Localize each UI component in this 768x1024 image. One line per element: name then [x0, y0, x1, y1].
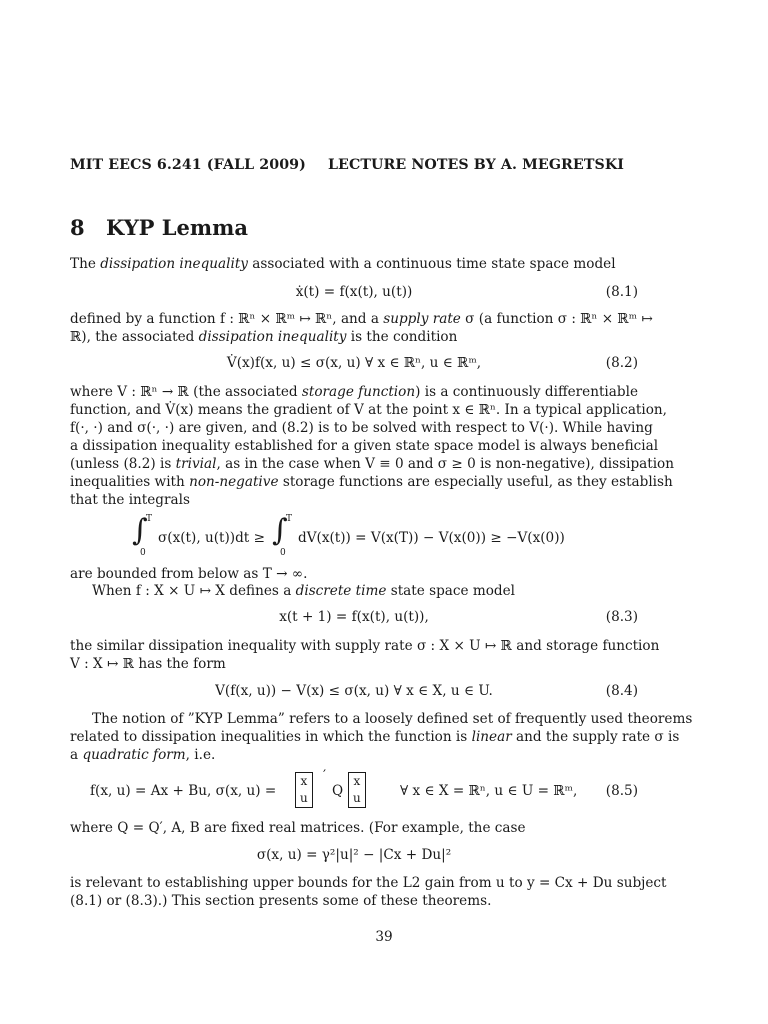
- section-heading: KYP Lemma: [106, 215, 248, 240]
- text: a: [70, 747, 83, 763]
- text: associated with a continuous time state space model: [247, 256, 616, 272]
- text: ℝ), the associated: [70, 329, 199, 345]
- header-author: LECTURE NOTES BY A. MEGRETSKI: [327, 157, 625, 173]
- vector-bottom: u: [353, 791, 361, 805]
- equation-number: (8.3): [605, 609, 638, 625]
- emphasis-term: non-negative: [189, 474, 279, 490]
- equation-body: x(t + 1) = f(x(t), u(t)),: [279, 609, 429, 625]
- integral-sign: ∫: [132, 513, 148, 548]
- integral-lower-limit: 0: [280, 548, 286, 558]
- paragraph-storage-line3: f(·, ·) and σ(·, ·) are given, and (8.2) is to be solved with respect to V(·). While having: [70, 420, 653, 436]
- emphasis-term: dissipation inequality: [100, 256, 248, 272]
- emphasis-term: quadratic form: [82, 747, 186, 763]
- paragraph-defined-line2: [70, 329, 457, 345]
- integral-sign: ∫: [272, 513, 288, 548]
- vector-top: x: [300, 774, 308, 788]
- equation-number: (8.4): [605, 683, 638, 699]
- paragraph-storage-line5: [70, 456, 674, 472]
- paragraph-kyp-line3: [70, 747, 215, 763]
- text: state space model: [386, 583, 516, 599]
- header-course: MIT EECS 6.241 (FALL 2009): [70, 157, 306, 173]
- paragraph-defined-line1: [70, 311, 653, 327]
- vector-bottom: u: [300, 791, 308, 805]
- text: inequalities with: [70, 474, 190, 490]
- paragraph-storage-line7: that the integrals: [70, 492, 190, 508]
- emphasis-term: linear: [471, 729, 512, 745]
- equation-8-5: [70, 768, 638, 816]
- vector-bracket: [295, 772, 313, 808]
- matrix-q: Q: [332, 783, 344, 799]
- vector-top: x: [353, 774, 361, 788]
- text: , i.e.: [185, 747, 216, 763]
- text: The: [70, 256, 101, 272]
- text: storage functions are especially useful, as they establish: [278, 474, 673, 490]
- paragraph-kyp-line2: [70, 729, 679, 745]
- integral-upper-limit: T: [286, 514, 293, 524]
- emphasis-term: trivial: [175, 456, 217, 472]
- integral-body: σ(x(t), u(t))dt ≥: [158, 530, 265, 546]
- section-title: [70, 215, 248, 240]
- equation-body: V̇(x)f(x, u) ≤ σ(x, u) ∀ x ∈ ℝⁿ, u ∈ ℝᵐ,: [226, 355, 482, 371]
- paragraph-similar-line2: V : X ↦ ℝ has the form: [70, 656, 226, 672]
- emphasis-term: supply rate: [383, 311, 461, 327]
- emphasis-term: dissipation inequality: [198, 329, 347, 345]
- paragraph-storage-line4: a dissipation inequality established for a given state space model is always beneficial: [70, 438, 659, 454]
- paragraph-bounded: are bounded from below as T → ∞.: [70, 566, 308, 582]
- text: where V : ℝⁿ → ℝ (the associated: [70, 384, 302, 400]
- equation-number: (8.2): [605, 355, 638, 371]
- page-number: 39: [375, 929, 393, 945]
- paragraph-intro: [70, 256, 616, 272]
- paragraph-where-q: where Q = Q′, A, B are fixed real matrices. (For example, the case: [70, 820, 526, 836]
- equation-left: f(x, u) = Ax + Bu, σ(x, u) =: [90, 783, 277, 799]
- running-header: [70, 157, 624, 173]
- paragraph-kyp-line1: The notion of ”KYP Lemma” refers to a loosely defined set of frequently used theorems: [92, 711, 693, 727]
- equation-body: σ(x, u) = γ²|u|² − |Cx + Du|²: [256, 847, 452, 863]
- integral-lower-limit: 0: [140, 548, 146, 558]
- paragraph-relevant-line2: (8.1) or (8.3).) This section presents some of these theorems.: [70, 893, 492, 909]
- vector-bracket: [348, 772, 366, 808]
- text: When f : X × U ↦ X defines a: [92, 583, 296, 599]
- emphasis-term: storage function: [301, 384, 416, 400]
- equation-number: (8.5): [605, 783, 638, 799]
- text: is the condition: [346, 329, 458, 345]
- text: and the supply rate σ is: [511, 729, 680, 745]
- paragraph-similar-line1: the similar dissipation inequality with supply rate σ : X × U ↦ ℝ and storage function: [70, 638, 660, 654]
- transpose-mark: ′: [323, 768, 327, 784]
- text: (unless (8.2) is: [70, 456, 176, 472]
- equation-number: (8.1): [605, 284, 638, 300]
- equation-body: ẋ(t) = f(x(t), u(t)): [295, 284, 413, 300]
- equation-body: V(f(x, u)) − V(x) ≤ σ(x, u) ∀ x ∈ X, u ∈ U.: [215, 683, 493, 699]
- text: σ (a function σ : ℝⁿ × ℝᵐ ↦: [460, 311, 653, 327]
- paragraph-storage-line2: function, and V̇(x) means the gradient of V at the point x ∈ ℝⁿ. In a typical application,: [70, 402, 668, 418]
- text: , as in the case when V ≡ 0 and σ ≥ 0 is non-negative), dissipation: [216, 456, 674, 472]
- paragraph-discrete: [92, 583, 515, 599]
- paragraph-storage-line1: [70, 384, 638, 400]
- integral-upper-limit: T: [146, 514, 153, 524]
- section-number: 8: [70, 215, 85, 240]
- equation-right: ∀ x ∈ X = ℝⁿ, u ∈ U = ℝᵐ,: [400, 783, 578, 799]
- paragraph-relevant-line1: is relevant to establishing upper bounds for the L2 gain from u to y = Cx + Du subject: [70, 875, 667, 891]
- text: related to dissipation inequalities in which the function is: [70, 729, 472, 745]
- paragraph-storage-line6: [70, 474, 673, 490]
- text: defined by a function f : ℝⁿ × ℝᵐ ↦ ℝⁿ, and a: [70, 311, 384, 327]
- emphasis-term: discrete time: [295, 583, 387, 599]
- text: ) is a continuously differentiable: [415, 384, 638, 400]
- integral-body: dV(x(t)) = V(x(T)) − V(x(0)) ≥ −V(x(0)): [298, 530, 565, 546]
